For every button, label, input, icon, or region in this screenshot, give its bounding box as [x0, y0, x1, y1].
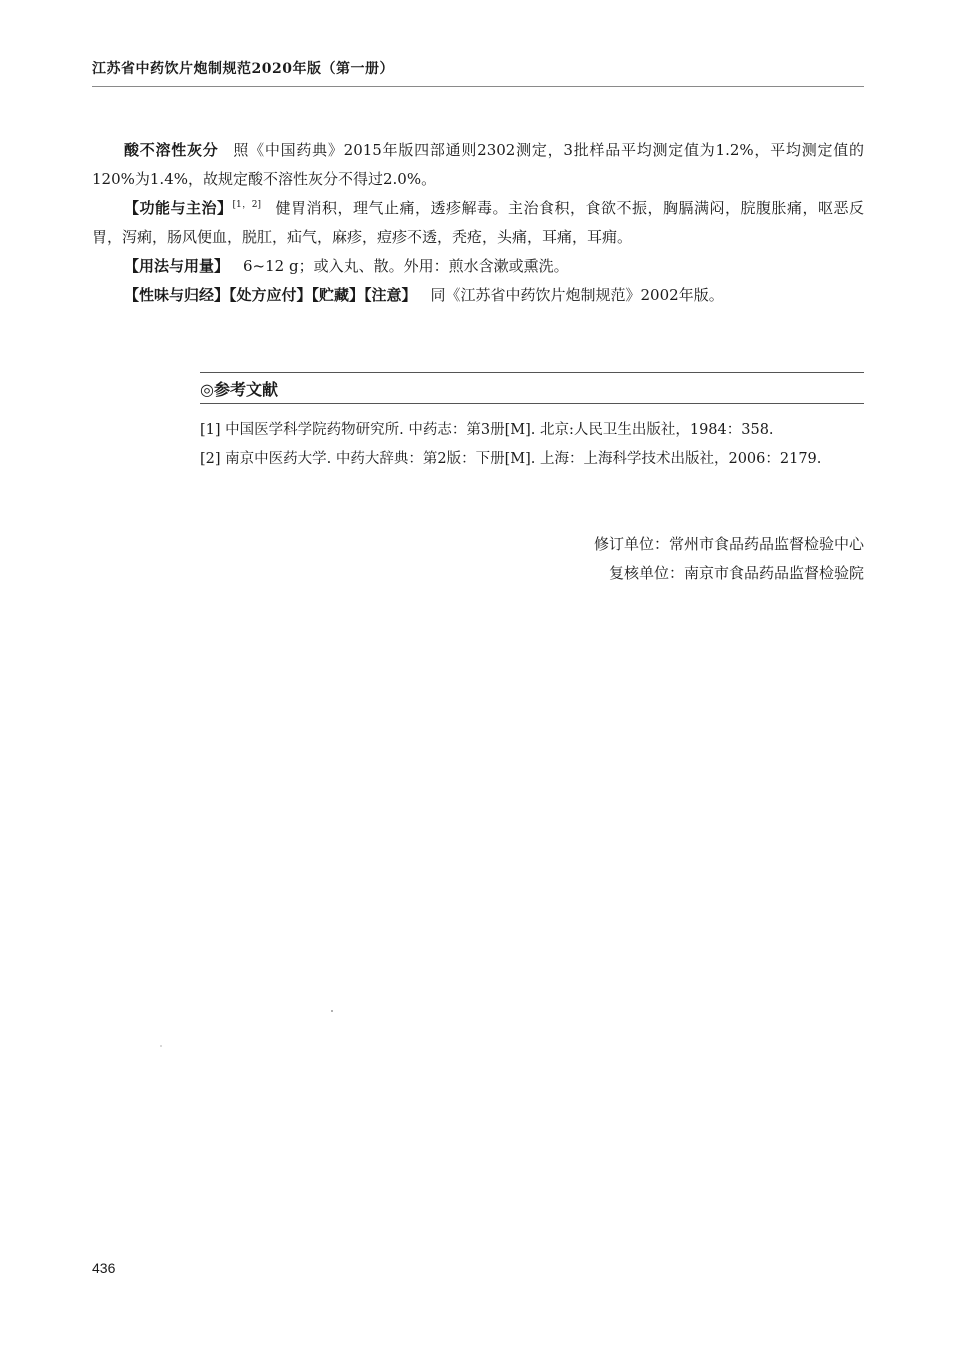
misc-text: 同《江苏省中药饮片炮制规范》2002年版。 [430, 286, 724, 304]
misc-paragraph [92, 281, 864, 310]
usage-paragraph [92, 252, 864, 281]
function-label: 【功能与主治】 [124, 199, 233, 217]
function-citation: [1，2] [232, 200, 261, 210]
references-section [200, 372, 864, 474]
acid-insoluble-ash-label: 酸不溶性灰分 [124, 141, 219, 159]
page-number: 436 [92, 1260, 116, 1276]
revised-by: 修订单位：常州市食品药品监督检验中心 [593, 535, 864, 553]
signoff-block [594, 530, 864, 588]
function-text: 健胃消积，理气止痛，透疹解毒。主治食积，食欲不振，胸膈满闷，脘腹胀痛，呕恶反胃，泻痢，肠风便血，脱肛，疝气，麻疹，痘疹不透，秃疮，头痛，耳痛，耳痈。 [92, 199, 864, 246]
function-paragraph [92, 194, 864, 252]
misc-label: 【性味与归经】【处方应付】【贮藏】【注意】 [124, 286, 417, 304]
scan-speck [331, 1010, 333, 1012]
acid-insoluble-ash-paragraph [92, 136, 864, 194]
header-divider [92, 86, 864, 87]
scan-speck [160, 1045, 162, 1047]
monograph-body [92, 136, 864, 310]
acid-insoluble-ash-text: 照《中国药典》2015年版四部通则2302测定，3批样品平均测定值为1.2%，平均测定值的120%为1.4%，故规定酸不溶性灰分不得过2.0%。 [92, 141, 864, 188]
usage-label: 【用法与用量】 [124, 257, 230, 275]
references-title: ◎参考文献 [200, 380, 278, 399]
reference-item: [1] 中国医学科学院药物研究所. 中药志：第3册[M]. 北京:人民卫生出版社，1984：358. [200, 422, 774, 438]
reviewed-by: 复核单位：南京市食品药品监督检验院 [608, 564, 864, 582]
reference-item: [2] 南京中医药大学. 中药大辞典：第2版：下册[M]. 上海：上海科学技术出版社，2006：2179. [200, 451, 822, 467]
usage-text: 6~12 g；或入丸、散。外用：煎水含漱或熏洗。 [243, 257, 569, 275]
references-bottom-rule [200, 403, 864, 404]
running-header: 江苏省中药饮片炮制规范2020年版（第一册） [92, 61, 394, 77]
reference-list [200, 416, 864, 474]
